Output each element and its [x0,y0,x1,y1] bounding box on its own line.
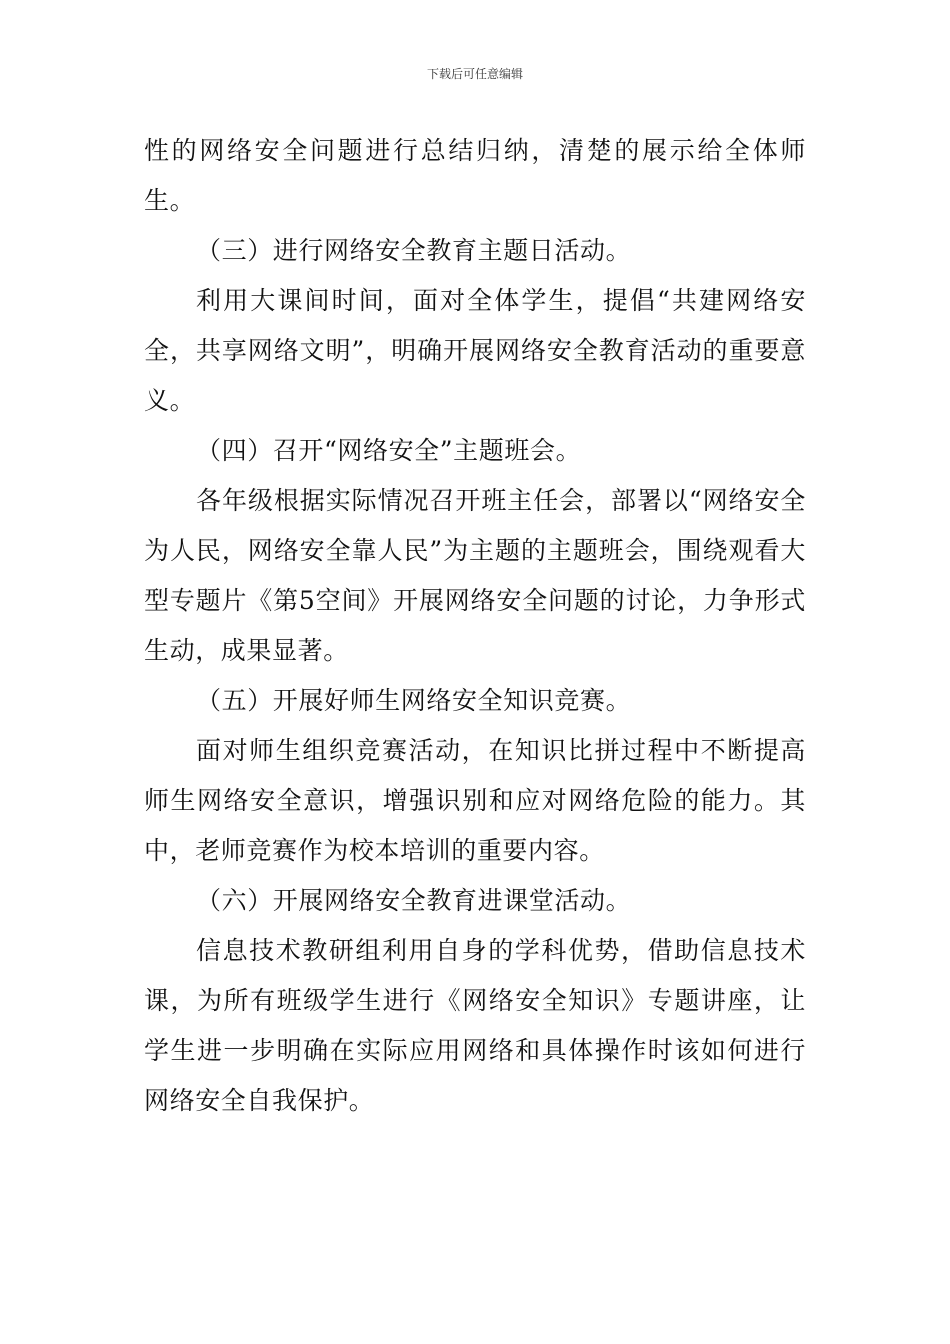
section-heading-4: （四）召开“网络安全”主题班会。 [196,436,582,465]
section-heading-3: （三）进行网络安全教育主题日活动。 [196,236,632,265]
paragraph-classroom-activity: 信息技术教研组利用自身的学科优势，借助信息技术课，为所有班级学生进行《网络安全知识》专题讲座，让学生进一步明确在实际应用网络和具体操作时该如何进行网络安全自我保护。 [144,936,806,1115]
page-header-note: 下载后可任意编辑 [426,67,523,81]
paragraph-knowledge-contest: 面对师生组织竞赛活动，在知识比拼过程中不断提高师生网络安全意识，增强识别和应对网络危险的能力。其中，老师竞赛作为校本培训的重要内容。 [144,736,806,865]
paragraph-theme-day: 利用大课间时间，面对全体学生，提倡“共建网络安全，共享网络文明”，明确开展网络安全教育活动的重要意义。 [144,286,806,415]
document-body [144,126,806,1126]
section-heading-5: （五）开展好师生网络安全知识竞赛。 [196,686,632,715]
section-heading-6: （六）开展网络安全教育进课堂活动。 [196,886,632,915]
paragraph-class-meeting: 各年级根据实际情况召开班主任会，部署以“网络安全为人民，网络安全靠人民”为主题的主题班会，围绕观看大型专题片《第5空间》开展网络安全问题的讨论，力争形式生动，成果显著。 [144,486,806,665]
paragraph-continuation: 性的网络安全问题进行总结归纳，清楚的展示给全体师生。 [144,136,806,215]
